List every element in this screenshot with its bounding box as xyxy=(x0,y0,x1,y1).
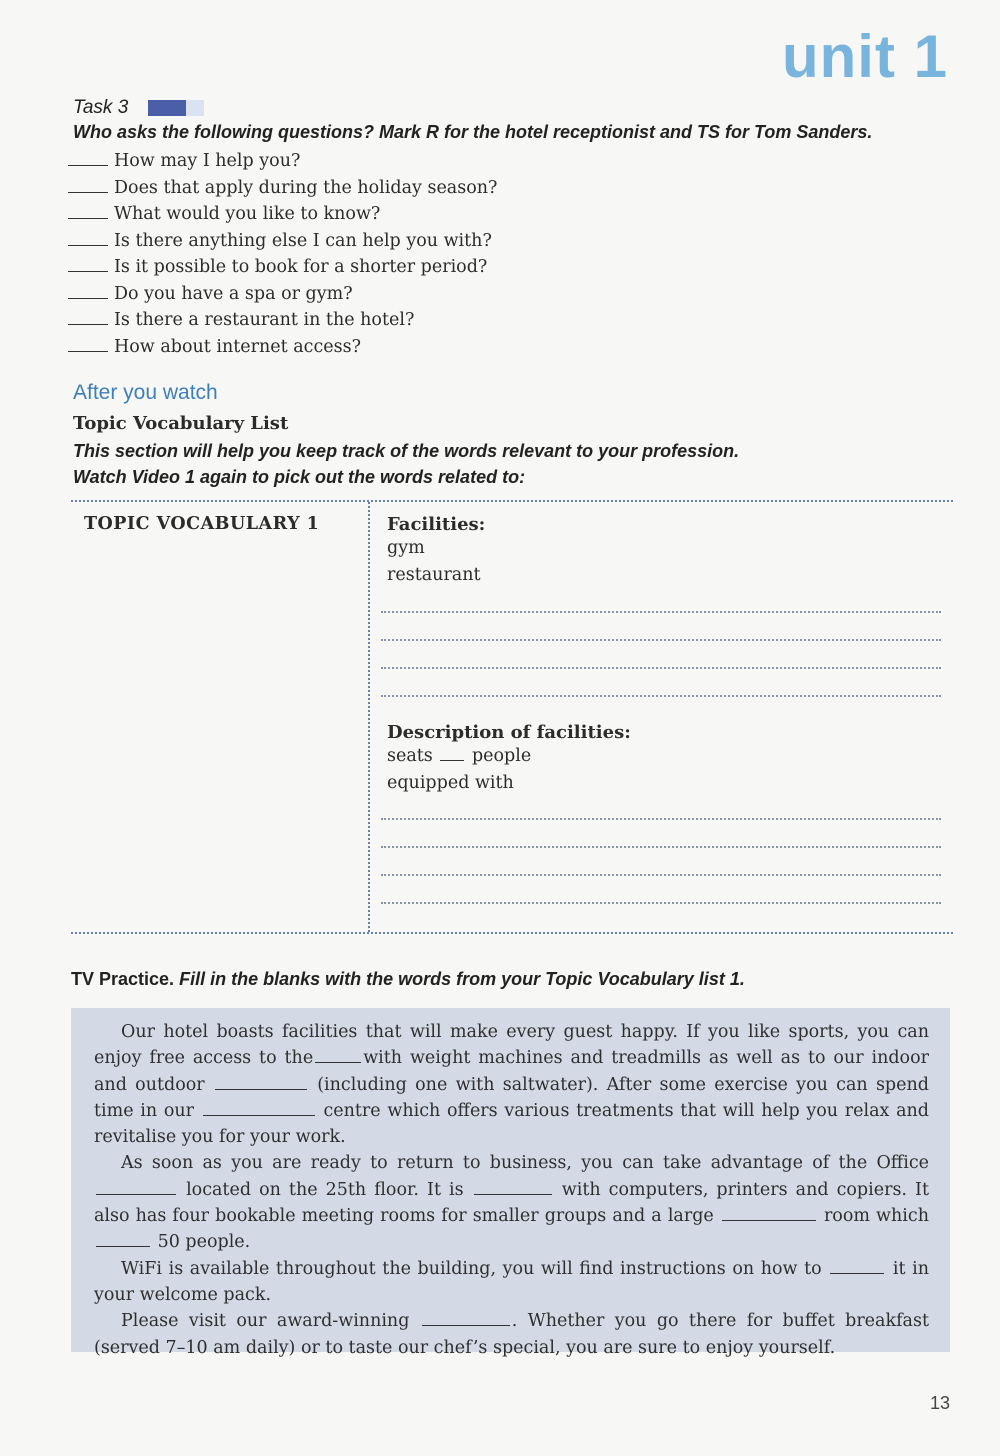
answer-blank[interactable] xyxy=(96,1231,150,1247)
practice-passage xyxy=(71,1008,950,1358)
task-instruction: Who asks the following questions? Mark R for the hotel receptionist and TS for Tom Sanders. xyxy=(73,122,873,142)
answer-blank[interactable] xyxy=(68,335,108,352)
write-line[interactable] xyxy=(381,611,941,613)
facility-item: restaurant xyxy=(387,564,481,585)
list-item: Is there anything else I can help you with? xyxy=(68,228,497,255)
facilities-section xyxy=(387,514,485,588)
answer-blank[interactable] xyxy=(215,1074,307,1090)
task-label: Task 3 xyxy=(73,97,129,118)
unit-title: unit 1 xyxy=(782,23,948,90)
write-line[interactable] xyxy=(381,846,941,848)
answer-blank[interactable] xyxy=(68,308,108,325)
answer-blank[interactable] xyxy=(830,1258,884,1274)
answer-blank[interactable] xyxy=(68,282,108,299)
write-line[interactable] xyxy=(381,874,941,876)
list-item: Is there a restaurant in the hotel? xyxy=(68,307,497,334)
answer-blank[interactable] xyxy=(68,229,108,246)
passage-paragraph: Our hotel boasts facilities that will make every guest happy. If you like sports, you can enjoy free access to the with weight machines and treadmills as well as to our indoor and outdoor (including one with saltwater). After some exercise you can spend time in our centre which offers various treatments that will help you relax and revitalise you for your work. xyxy=(94,1022,929,1148)
column-divider xyxy=(368,502,370,932)
answer-blank[interactable] xyxy=(68,176,108,193)
write-line[interactable] xyxy=(381,902,941,904)
list-item: Is it possible to book for a shorter period? xyxy=(68,254,497,281)
list-item: What would you like to know? xyxy=(68,201,497,228)
answer-blank[interactable] xyxy=(68,202,108,219)
list-item: How about internet access? xyxy=(68,334,497,361)
vocab-list-title: Topic Vocabulary List xyxy=(73,413,289,434)
description-item: equipped with xyxy=(387,772,514,793)
description-section xyxy=(387,722,631,796)
section-heading: After you watch xyxy=(73,381,218,404)
list-item: How may I help you? xyxy=(68,148,497,175)
answer-blank[interactable] xyxy=(68,149,108,166)
write-line[interactable] xyxy=(381,639,941,641)
description-item: seats people xyxy=(387,746,532,766)
write-line[interactable] xyxy=(381,695,941,697)
passage-paragraph: As soon as you are ready to return to business, you can take advantage of the Office located on the 25th floor. It is with computers, printers and copiers. It also has four bookable meeting rooms for smaller groups and a large room which 50 people. xyxy=(94,1153,929,1253)
vocab-instruction-2: Watch Video 1 again to pick out the words related to: xyxy=(73,467,526,487)
write-line[interactable] xyxy=(381,818,941,820)
vocab-table xyxy=(71,500,953,934)
task-audio-badge xyxy=(148,100,186,116)
passage-paragraph: WiFi is available throughout the building, you will find instructions on how to it in your welcome pack. xyxy=(94,1258,929,1305)
description-heading: Description of facilities: xyxy=(387,722,631,743)
list-item: Does that apply during the holiday season? xyxy=(68,175,497,202)
page-number: 13 xyxy=(930,1393,951,1413)
vocab-instruction-1: This section will help you keep track of the words relevant to your profession. xyxy=(73,441,740,461)
tv-practice-heading: TV Practice. Fill in the blanks with the words from your Topic Vocabulary list 1. xyxy=(71,969,745,989)
answer-blank[interactable] xyxy=(422,1310,510,1326)
answer-blank[interactable] xyxy=(203,1100,315,1116)
question-list xyxy=(68,148,497,360)
facility-item: gym xyxy=(387,538,425,558)
passage-paragraph: Please visit our award-winning . Whether you go there for buffet breakfast (served 7–10 am daily) or to taste our chef’s special, you are sure to enjoy yourself. xyxy=(94,1311,929,1358)
answer-blank[interactable] xyxy=(68,255,108,272)
answer-blank[interactable] xyxy=(315,1047,361,1063)
answer-blank[interactable] xyxy=(96,1179,176,1195)
vocab-table-title: TOPIC VOCABULARY 1 xyxy=(84,514,320,534)
list-item: Do you have a spa or gym? xyxy=(68,281,497,308)
answer-blank[interactable] xyxy=(722,1205,816,1221)
answer-blank[interactable] xyxy=(440,745,464,761)
answer-blank[interactable] xyxy=(474,1179,552,1195)
facilities-heading: Facilities: xyxy=(387,514,486,535)
write-line[interactable] xyxy=(381,667,941,669)
